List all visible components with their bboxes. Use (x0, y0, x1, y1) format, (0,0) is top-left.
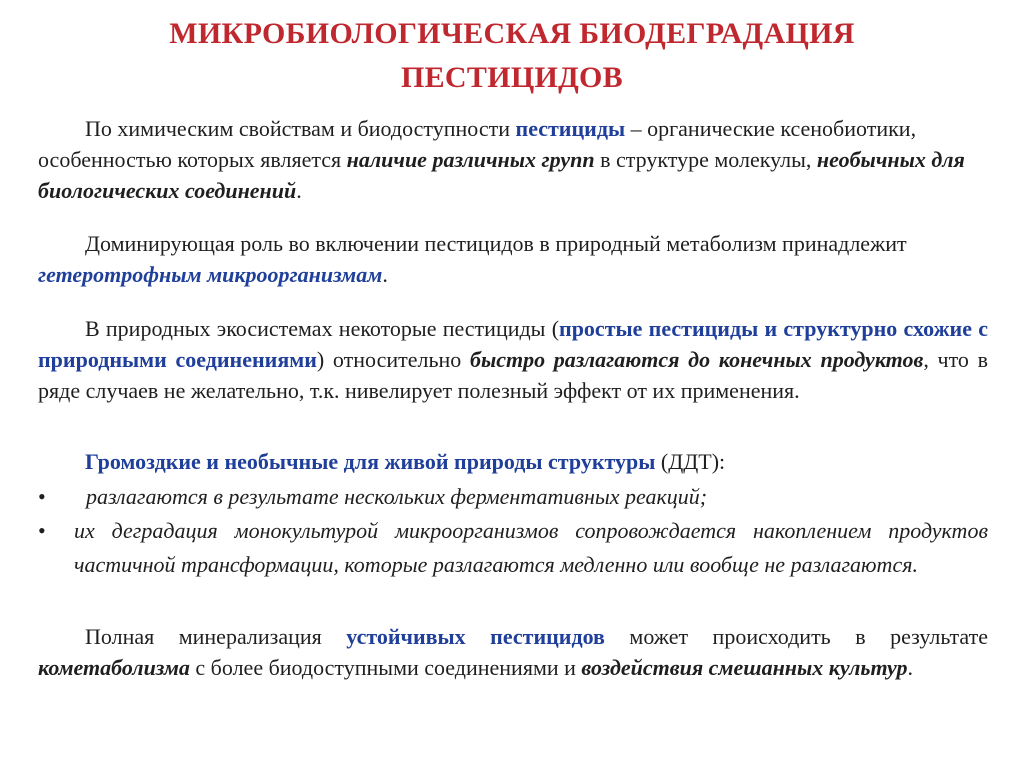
emphasis-mixed-cultures: воздействия смешанных культур (581, 655, 908, 680)
emphasis-cometabolism: кометаболизма (38, 655, 190, 680)
highlight-bulky-structures: Громоздкие и необычные для живой природы структуры (85, 449, 656, 474)
text-run: . (382, 262, 388, 287)
text-run: с более биодоступными соединениями и (189, 655, 582, 680)
list-item-text: разлагаются в результате нескольких ферментативных реакций; (86, 484, 708, 509)
paragraph-bulky-structures (38, 446, 988, 477)
text-run: По химическим свойствам и биодоступности (85, 116, 516, 141)
text-run: Доминирующая роль во включении пестицидов в природный метаболизм принадлежит (85, 231, 907, 256)
slide-title-line-1: МИКРОБИОЛОГИЧЕСКАЯ БИОДЕГРАДАЦИЯ (169, 17, 855, 50)
list-item (38, 514, 988, 582)
highlight-simple-pesticides: простые пестициды и структурно схожие с природными соединениями (38, 316, 988, 372)
list-item-text: их деградация монокультурой микроорганизмов сопровождается накоплением продуктов частичной трансформации, которые разлагаются медленно или вообще не разлагаются. (74, 518, 988, 577)
text-run: В природных экосистемах некоторые пестициды ( (85, 316, 560, 341)
highlight-pesticides: пестициды (515, 116, 626, 141)
highlight-resistant-pesticides: устойчивых пестицидов (346, 624, 605, 649)
text-run: – органические ксенобиотики, особенностью которых является (38, 116, 917, 172)
paragraph-natural-ecosystems (38, 313, 988, 406)
emphasis-various-groups: наличие различных групп (346, 147, 595, 172)
text-run: (ДДТ): (655, 449, 726, 474)
text-run: . (907, 655, 913, 680)
text-run: Полная минерализация (85, 624, 347, 649)
text-run: ) относительно (316, 347, 470, 372)
emphasis-rapid-decomposition: быстро разлагаются до конечных продуктов (469, 347, 924, 372)
bullet-marker: • (38, 518, 46, 543)
paragraph-full-mineralization (38, 621, 988, 683)
text-run: , что в ряде случаев не желательно, т.к. нивелирует полезный эффект от их применения. (38, 347, 988, 403)
bullet-list (38, 480, 988, 582)
paragraph-properties (38, 113, 988, 206)
list-item (38, 480, 988, 514)
emphasis-unusual-compounds: необычных для биологических соединений (38, 147, 965, 203)
slide-title-line-2: ПЕСТИЦИДОВ (400, 61, 623, 94)
paragraph-dominant-role (38, 228, 988, 290)
text-run: может происходить в результате (604, 624, 988, 649)
text-run: . (296, 178, 302, 203)
text-run: в структуре молекулы, (594, 147, 817, 172)
slide-title (60, 12, 964, 100)
emphasis-heterotrophic-microorganisms: гетеротрофным микроорганизмам (38, 262, 383, 287)
bullet-marker: • (38, 484, 46, 509)
